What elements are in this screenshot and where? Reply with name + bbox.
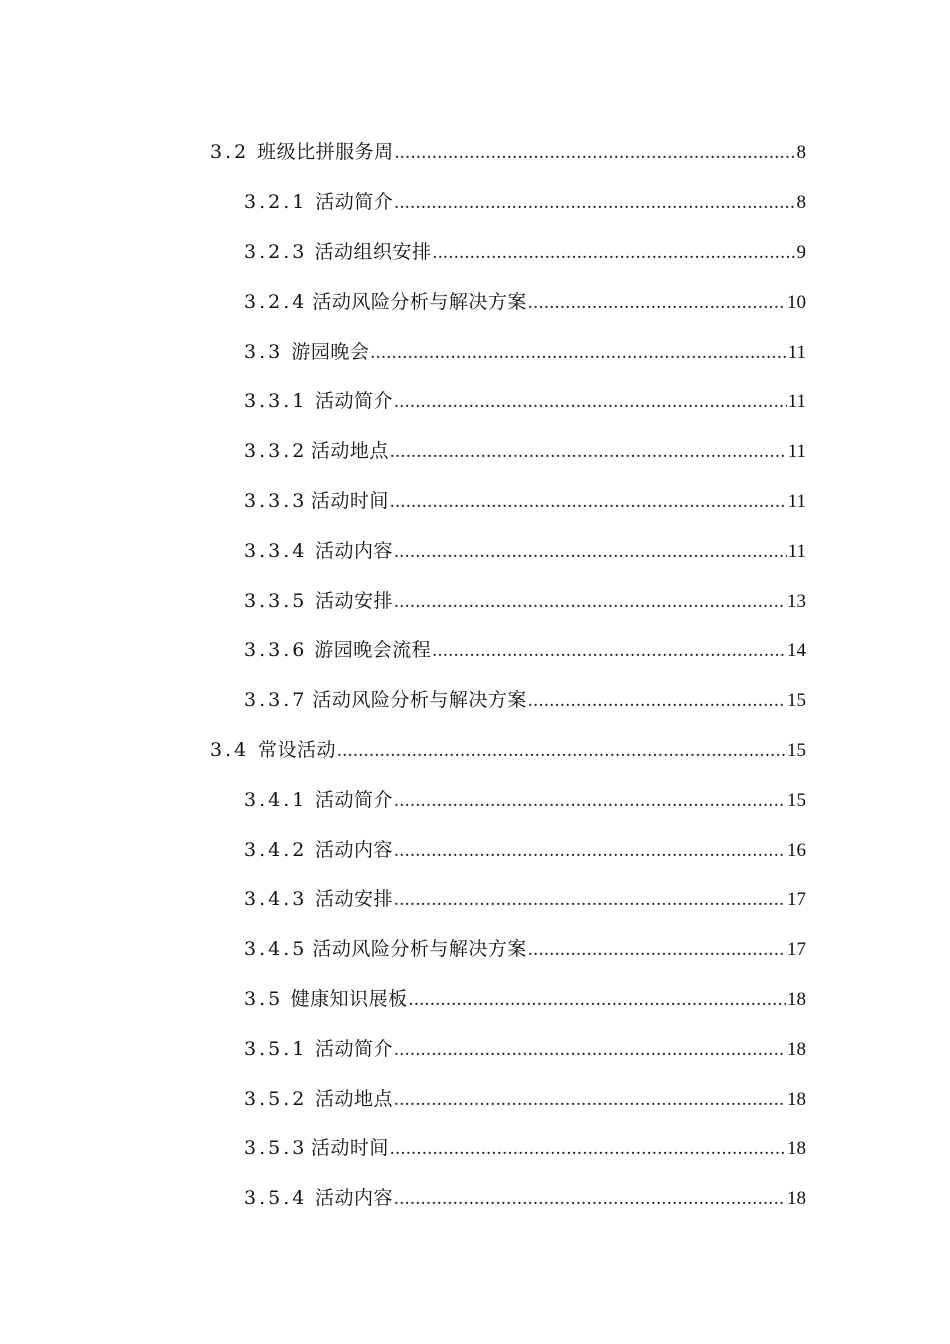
toc-entry-line [244,1183,806,1210]
toc-entry-page-number: 14 [787,640,806,662]
toc-entry-page-number: 18 [787,988,806,1010]
toc-entry-number: 3.5 [244,987,284,1010]
toc-entry-title: 活动地点 [310,440,389,463]
toc-entry-page-number: 15 [787,789,806,811]
toc-entry-line [244,586,806,613]
toc-entry-number: 3.3.7 [244,689,308,712]
toc-entry-number: 3.4.2 [244,838,308,861]
toc-entry[interactable] [0,674,950,724]
toc-entry-title: 活动风险分析与解决方案 [312,938,527,961]
toc-entry-line [244,1084,806,1111]
toc-entry-dot-leader [528,690,786,712]
toc-entry-line [244,1034,806,1061]
toc-entry-dot-leader [395,142,796,164]
toc-entry[interactable] [0,524,950,574]
toc-entry-title: 游园晚会 [291,340,370,363]
toc-entry-number: 3.3.1 [244,390,308,413]
toc-entry-number: 3.3.6 [244,639,308,662]
toc-entry-line [244,1133,806,1160]
toc-entry-page-number: 8 [796,192,806,214]
toc-entry-title: 活动内容 [315,838,394,861]
toc-entry-page-number: 9 [796,241,806,263]
toc-entry-number: 3.2 [210,141,250,164]
toc-entry-dot-leader [409,989,786,1011]
toc-entry-title: 活动组织安排 [314,240,432,263]
toc-entry-title: 活动内容 [315,1187,394,1210]
toc-entry-title: 活动安排 [315,589,394,612]
toc-entry[interactable] [0,923,950,973]
toc-entry-dot-leader [370,342,786,364]
toc-entry-number: 3.3.2 [244,440,308,463]
toc-entry-dot-leader [394,591,786,613]
toc-entry-line [244,884,806,911]
toc-entry-number: 3.4.5 [244,938,308,961]
toc-entry-number: 3.3.5 [244,589,308,612]
toc-entry-line [244,486,806,513]
toc-entry-number: 3.5.2 [244,1087,308,1110]
toc-entry[interactable] [0,375,950,425]
toc-entry-line [244,934,806,961]
toc-entry-line [244,386,806,413]
toc-entry-page-number: 18 [787,1038,806,1060]
toc-entry-dot-leader [394,840,786,862]
toc-entry-number: 3.2.1 [244,191,308,214]
toc-entry-title: 活动简介 [315,191,394,214]
toc-entry-dot-leader [394,1039,786,1061]
toc-entry-dot-leader [390,441,787,463]
toc-entry-page-number: 10 [787,291,806,313]
toc-entry-dot-leader [390,491,787,513]
toc-entry-title: 活动地点 [315,1087,394,1110]
toc-entry[interactable] [0,176,950,226]
toc-entry-dot-leader [432,242,795,264]
toc-entry-page-number: 17 [787,939,806,961]
toc-entry-line [244,685,806,712]
toc-entry-page-number: 11 [787,490,806,512]
toc-entry-title: 活动风险分析与解决方案 [312,290,527,313]
toc-entry-title: 活动内容 [315,539,394,562]
toc-entry-line [244,635,806,662]
toc-entry[interactable] [0,1072,950,1122]
toc-entry-dot-leader [394,192,795,214]
toc-entry-number: 3.5.4 [244,1187,308,1210]
toc-entry-line [244,287,806,314]
toc-entry-page-number: 18 [787,1088,806,1110]
toc-entry-number: 3.3 [244,340,284,363]
toc-entry-line [244,984,806,1011]
toc-entry[interactable] [0,275,950,325]
toc-entry[interactable] [0,574,950,624]
toc-entry-page-number: 18 [787,1138,806,1160]
toc-entry-number: 3.2.4 [244,290,308,313]
toc-entry-dot-leader [528,292,786,314]
toc-entry-number: 3.5.3 [244,1137,308,1160]
toc-entry-line [244,536,806,563]
toc-entry[interactable] [0,624,950,674]
toc-entry[interactable] [0,773,950,823]
toc-entry-dot-leader [528,939,786,961]
toc-entry-line [244,237,806,264]
toc-entry-title: 活动时间 [310,1137,389,1160]
toc-entry-number: 3.5.1 [244,1037,308,1060]
toc-entry[interactable] [0,425,950,475]
toc-entry-title: 活动风险分析与解决方案 [312,689,527,712]
toc-entry-page-number: 11 [787,441,806,463]
toc-entry-line [244,187,806,214]
toc-entry-number: 3.3.4 [244,539,308,562]
toc-entry[interactable] [0,126,950,176]
toc-entry[interactable] [0,873,950,923]
toc-entry-dot-leader [337,740,786,762]
toc-entry-line [210,735,806,762]
toc-entry-dot-leader [394,541,787,563]
toc-entry-title: 活动简介 [315,788,394,811]
toc-entry-page-number: 18 [787,1188,806,1210]
toc-entry-page-number: 11 [787,540,806,562]
toc-entry[interactable] [0,226,950,276]
toc-entry-page-number: 16 [787,839,806,861]
table-of-contents [0,126,950,1222]
toc-entry[interactable] [0,724,950,774]
toc-entry-line [210,137,806,164]
toc-entry[interactable] [0,325,950,375]
toc-entry-number: 3.2.3 [244,240,308,263]
toc-entry[interactable] [0,823,950,873]
toc-entry-title: 游园晚会流程 [314,639,432,662]
toc-entry-page-number: 17 [787,889,806,911]
toc-entry[interactable] [0,1172,950,1222]
toc-entry-dot-leader [394,391,787,413]
toc-entry-number: 3.4 [210,738,250,761]
toc-entry-title: 活动时间 [310,489,389,512]
toc-entry-dot-leader [432,640,786,662]
toc-entry-title: 班级比拼服务周 [257,141,394,164]
toc-entry-page-number: 8 [796,142,806,164]
toc-entry-dot-leader [394,1089,786,1111]
toc-entry[interactable] [0,973,950,1023]
toc-entry[interactable] [0,475,950,525]
toc-entry-page-number: 13 [787,590,806,612]
toc-entry-dot-leader [390,1138,786,1160]
toc-entry-title: 活动简介 [315,390,394,413]
toc-entry-page-number: 11 [787,391,806,413]
toc-entry-page-number: 11 [787,341,806,363]
toc-entry-number: 3.4.3 [244,888,308,911]
toc-entry-title: 活动简介 [315,1037,394,1060]
toc-entry-line [244,835,806,862]
toc-entry-line [244,337,806,364]
toc-entry-line [244,436,806,463]
toc-entry[interactable] [0,1022,950,1072]
toc-entry-line [244,785,806,812]
toc-entry-title: 健康知识展板 [290,987,408,1010]
toc-entry[interactable] [0,1122,950,1172]
toc-entry-dot-leader [394,790,786,812]
toc-entry-page-number: 15 [787,739,806,761]
toc-entry-page-number: 15 [787,690,806,712]
toc-entry-dot-leader [394,1188,786,1210]
toc-entry-title: 活动安排 [315,888,394,911]
toc-entry-title: 常设活动 [258,738,337,761]
toc-entry-number: 3.4.1 [244,788,308,811]
toc-entry-number: 3.3.3 [244,489,308,512]
toc-entry-dot-leader [394,889,786,911]
